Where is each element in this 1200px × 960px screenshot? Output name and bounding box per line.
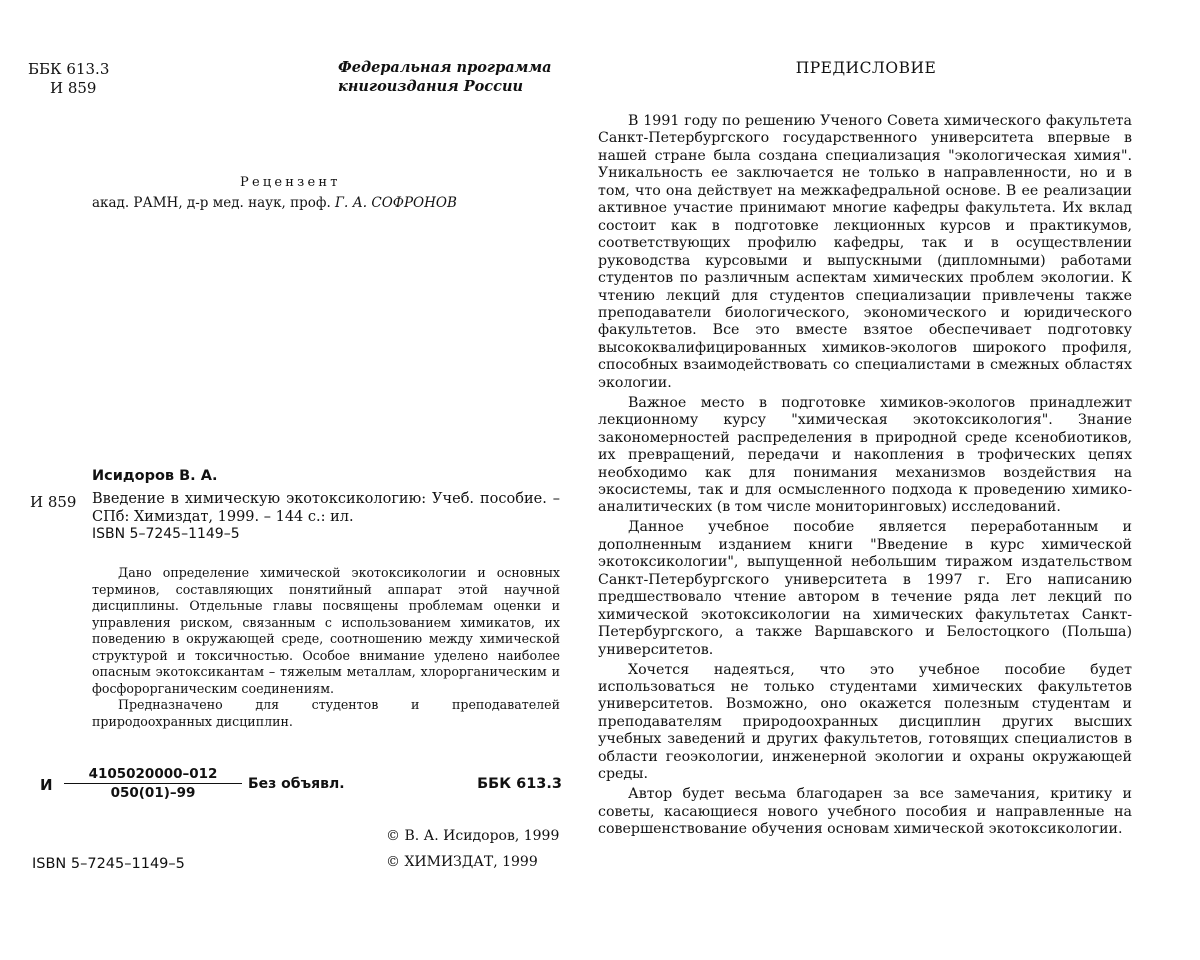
- bbk-bottom: ББК 613.3: [477, 776, 562, 792]
- no-announcement: Без объявл.: [248, 776, 345, 792]
- preface-paragraph: Важное место в подготовке химиков-экологов принадлежит лекционному курсу "химическая экотоксикология". Знание закономерностей распределения в природной среде ксенобиотиков, их превращений, передачи и накопления в трофических цепях необходимо как для понимания механизмов воздействия на экосистемы, так и для осмысленного подхода к проведению химико-аналитических (в том числе мониторинговых) исследований.: [598, 394, 1132, 516]
- bbk-code: ББК 613.3: [28, 60, 110, 78]
- author-sign: И 859: [50, 79, 97, 97]
- reviewer: [92, 195, 457, 211]
- annotation: [92, 565, 560, 730]
- index-denominator: 050(01)–99: [110, 785, 196, 801]
- annotation-paragraph: Предназначено для студентов и преподавателей природоохранных дисциплин.: [92, 697, 560, 729]
- catalog-card: [92, 491, 560, 544]
- reviewer-heading: Рецензент: [240, 175, 341, 190]
- reviewer-credentials: акад. РАМН, д-р мед. наук, проф.: [92, 195, 331, 211]
- bbk-classification: [28, 60, 109, 98]
- index-numerator: 4105020000–012: [64, 766, 242, 784]
- copyright-author: © В. А. Исидоров, 1999: [386, 828, 560, 844]
- card-isbn: ISBN 5–7245–1149–5: [92, 526, 240, 542]
- federal-program: [338, 58, 552, 96]
- author-name: Исидоров В. А.: [92, 468, 218, 484]
- publication-index-row: [40, 766, 562, 802]
- preface-paragraph: Данное учебное пособие является переработанным и дополненным изданием книги "Введение в курс химической экотоксикологии", выпущенной небольшим тиражом издательством Санкт-Петербургского университета в 1997 г. Его написанию предшествовало чтение автором в течение ряда лет лекций по химической экотоксикологии на химических факультетах Санкт-Петербургского, а также Варшавского и Белостоцкого (Польша) университетов.: [598, 519, 1132, 658]
- program-line-1: Федеральная программа: [338, 59, 552, 76]
- index-letter: И: [40, 776, 53, 794]
- program-line-2: книгоиздания России: [338, 78, 524, 95]
- preface-paragraph: Хочется надеяться, что это учебное пособие будет использоваться не только студентами химических факультетов университетов. Возможно, оно окажется полезным студентам и преподавателям природоохранных дисциплин других высших учебных заведений и других факультетов, готовящих специалистов в области геоэкологии, инженерной экологии и охраны окружающей среды.: [598, 661, 1132, 783]
- annotation-paragraph: Дано определение химической экотоксикологии и основных терминов, составляющих понятийный аппарат этой научной дисциплины. Отдельные главы посвящены проблемам оценки и управления риском, связанным с использованием химикатов, их поведению в окружающей среде, соотношению между химической структурой и токсичностью. Особое внимание уделено наиболее опасным экотоксикантам – тяжелым металлам, хлорорганическим и фосфорорганическим соединениям.: [92, 565, 560, 696]
- preface-body: [598, 113, 1132, 841]
- preface-title: ПРЕДИСЛОВИЕ: [795, 59, 937, 77]
- card-description: Введение в химическую экотоксикологию: Учеб. пособие. – СПб: Химиздат, 1999. – 144 с.: ил.: [92, 491, 560, 525]
- preface-paragraph: Автор будет весьма благодарен за все замечания, критику и советы, касающиеся нового учебного пособия и направленные на совершенствование обучения основам химической экотоксикологии.: [598, 786, 1132, 838]
- copyright-publisher: © ХИМИЗДАТ, 1999: [386, 854, 538, 870]
- isbn-bottom: ISBN 5–7245–1149–5: [32, 856, 185, 872]
- reviewer-name: Г. А. СОФРОНОВ: [335, 195, 457, 211]
- card-code: И 859: [30, 493, 77, 511]
- preface-paragraph: В 1991 году по решению Ученого Совета химического факультета Санкт-Петербургского государственного университета впервые в нашей стране была создана специализация "экологическая химия". Уникальность ее заключается не только в направленности, но и в том, что она действует на межкафедральной основе. В ее реализации активное участие принимают многие кафедры факультета. Их вклад состоит как в подготовке лекционных курсов и практикумов, соответствующих профилю кафедры, так и в осуществлении руководства курсовыми и выпускными (дипломными) работами студентов по различным аспектам химических проблем экологии. К чтению лекций для студентов специализации привлечены также преподаватели биологического, экономического и юридического факультетов. Все это вместе взятое обеспечивает подготовку высококвалифицированных химиков-экологов широкого профиля, способных взаимодействовать со специалистами в смежных областях экологии.: [598, 113, 1132, 391]
- index-fraction: [64, 766, 242, 801]
